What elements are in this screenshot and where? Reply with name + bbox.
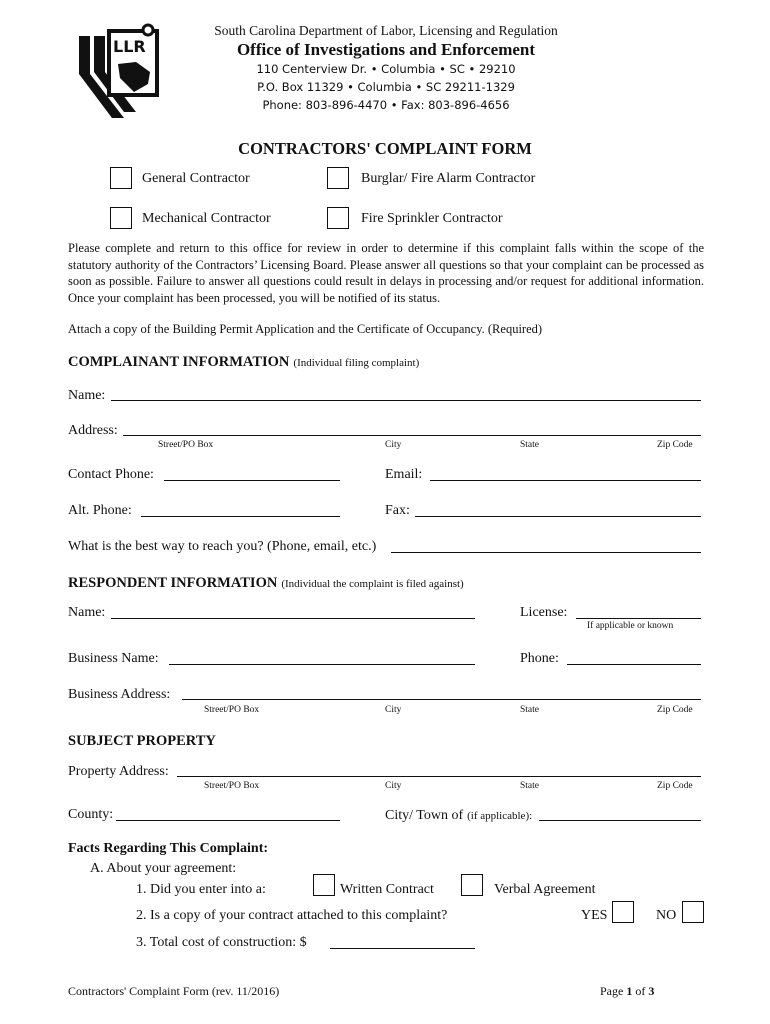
checkbox-verbal-agreement[interactable] (461, 874, 483, 896)
footer-page-number (600, 984, 654, 999)
checkbox-no[interactable] (682, 901, 704, 923)
property-address-city: City (385, 781, 402, 791)
complainant-address-zip: Zip Code (657, 440, 693, 450)
complainant-address-label: Address: (68, 423, 118, 438)
label-yes: YES (581, 908, 608, 923)
label-fire-sprinkler: Fire Sprinkler Contractor (361, 211, 503, 226)
footer-page-current: 1 (626, 984, 633, 998)
alt-phone-label: Alt. Phone: (68, 503, 132, 518)
checkbox-written-contract[interactable] (313, 874, 335, 896)
business-address-zip: Zip Code (657, 705, 693, 715)
label-general-contractor: General Contractor (142, 171, 250, 186)
llr-logo (76, 22, 166, 120)
license-label: License: (520, 605, 568, 620)
checkbox-mechanical-contractor[interactable] (110, 207, 132, 229)
complainant-address-city: City (385, 440, 402, 450)
contact-phone-label: Contact Phone: (68, 467, 154, 482)
business-address-state: State (520, 705, 539, 715)
business-address-field[interactable] (182, 699, 701, 700)
property-address-street: Street/PO Box (204, 781, 260, 791)
city-town-field[interactable] (539, 820, 701, 821)
subject-property-heading: SUBJECT PROPERTY (68, 733, 216, 749)
label-mechanical-contractor: Mechanical Contractor (142, 211, 271, 226)
property-address-state: State (520, 781, 539, 791)
footer-form-name: Contractors' Complaint Form (rev. 11/2016) (68, 984, 280, 998)
footer-page-total: 3 (648, 984, 655, 998)
fax-field[interactable] (415, 516, 701, 517)
respondent-heading-note: (Individual the complaint is filed against) (281, 578, 464, 590)
office-name: Office of Investigations and Enforcement (236, 40, 536, 59)
label-no: NO (656, 908, 677, 923)
county-label: County: (68, 807, 114, 822)
business-address-street: Street/PO Box (204, 705, 260, 715)
best-way-label: What is the best way to reach you? (Phone, email, etc.) (68, 539, 377, 554)
agency-header (180, 22, 592, 114)
respondent-phone-label: Phone: (520, 651, 559, 666)
business-address-label: Business Address: (68, 687, 171, 702)
respondent-heading-text: RESPONDENT INFORMATION (68, 575, 278, 591)
agency-address-1: 110 Centerview Dr. • Columbia • SC • 29210 (256, 62, 516, 76)
complainant-address-street: Street/PO Box (158, 440, 214, 450)
q1-label: 1. Did you enter into a: (136, 882, 266, 897)
email-field[interactable] (430, 480, 701, 481)
respondent-heading (68, 574, 464, 592)
property-address-field[interactable] (177, 776, 701, 777)
agency-name: South Carolina Department of Labor, Licensing and Regulation (214, 23, 558, 38)
agency-address-2: P.O. Box 11329 • Columbia • SC 29211-1329 (257, 80, 515, 94)
label-burglar-fire-alarm: Burglar/ Fire Alarm Contractor (361, 171, 536, 186)
label-verbal-agreement: Verbal Agreement (494, 882, 596, 897)
facts-sub-a: A. About your agreement: (90, 861, 237, 876)
label-written-contract: Written Contract (340, 882, 434, 897)
logo-text: LLR (113, 37, 146, 56)
city-town-label (385, 806, 532, 824)
complainant-name-label: Name: (68, 388, 106, 403)
total-cost-field[interactable] (330, 948, 475, 949)
checkbox-general-contractor[interactable] (110, 167, 132, 189)
footer-page-prefix: Page (600, 984, 624, 998)
email-label: Email: (385, 467, 423, 482)
checkbox-burglar-fire-alarm[interactable] (327, 167, 349, 189)
county-field[interactable] (116, 820, 340, 821)
business-address-city: City (385, 705, 402, 715)
footer-page-of: of (635, 984, 646, 998)
form-title: CONTRACTORS' COMPLAINT FORM (238, 139, 532, 158)
agency-phone-fax: Phone: 803-896-4470 • Fax: 803-896-4656 (262, 98, 510, 112)
property-address-zip: Zip Code (657, 781, 693, 791)
respondent-name-field[interactable] (111, 618, 475, 619)
business-name-label: Business Name: (68, 651, 159, 666)
city-town-note: (if applicable): (467, 810, 533, 822)
checkbox-yes[interactable] (612, 901, 634, 923)
complainant-heading-text: COMPLAINANT INFORMATION (68, 354, 290, 370)
intro-paragraph: Please complete and return to this office for review in order to determine if this complaint falls within the scope of the statutory authority of the Contractors’ Licensing Board. Please answer all questions so that your complaint can be processed as soon as possible. Failure to answer all questions could result in delays in processing and/or request for additional information. Once your complaint has been processed, you will be notified of its status. (68, 241, 704, 306)
license-field[interactable] (576, 618, 701, 619)
fax-label: Fax: (385, 503, 410, 518)
property-address-label: Property Address: (68, 764, 169, 779)
license-note: If applicable or known (587, 621, 674, 631)
complainant-name-field[interactable] (111, 400, 701, 401)
respondent-name-label: Name: (68, 605, 106, 620)
business-name-field[interactable] (169, 664, 475, 665)
q3-label: 3. Total cost of construction: $ (136, 935, 307, 950)
complainant-address-state: State (520, 440, 539, 450)
q2-label: 2. Is a copy of your contract attached to this complaint? (136, 908, 448, 923)
complainant-heading (68, 353, 419, 371)
respondent-phone-field[interactable] (567, 664, 701, 665)
best-way-field[interactable] (391, 552, 701, 553)
contact-phone-field[interactable] (164, 480, 340, 481)
complainant-heading-note: (Individual filing complaint) (293, 357, 420, 369)
checkbox-fire-sprinkler[interactable] (327, 207, 349, 229)
attach-note: Attach a copy of the Building Permit Application and the Certificate of Occupancy. (Required) (68, 322, 543, 336)
city-town-label-text: City/ Town of (385, 808, 464, 823)
facts-heading: Facts Regarding This Complaint: (68, 841, 269, 856)
alt-phone-field[interactable] (141, 516, 340, 517)
complainant-address-field[interactable] (123, 435, 701, 436)
